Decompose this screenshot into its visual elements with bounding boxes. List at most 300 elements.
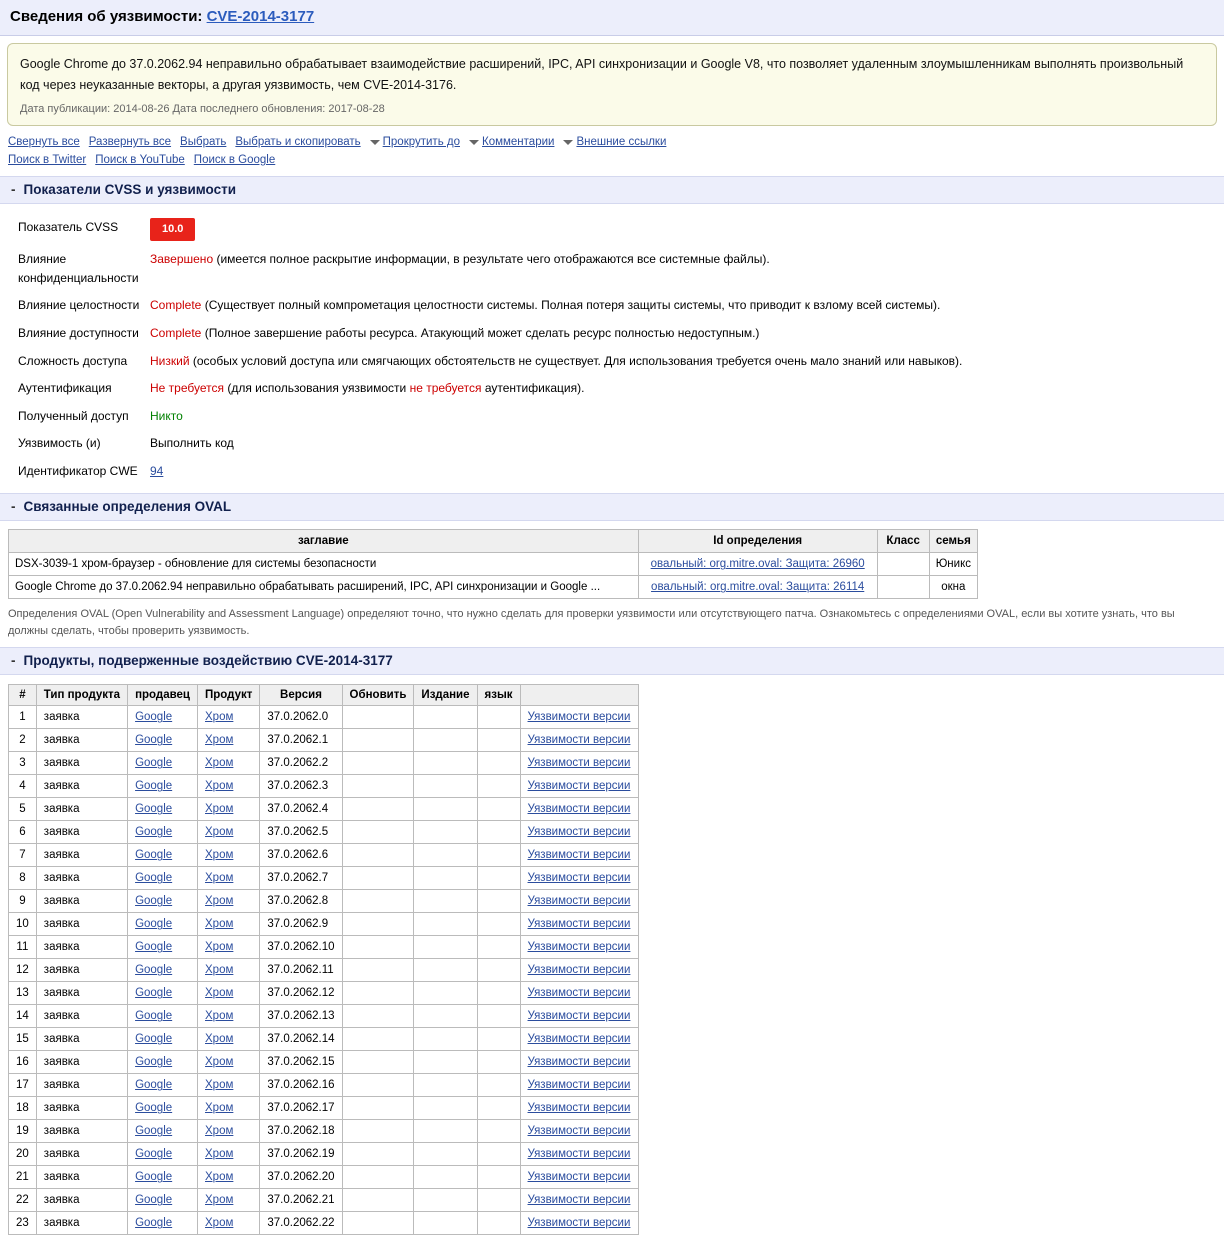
product-version-cell: 37.0.2062.4 — [260, 798, 342, 821]
toolbar-link-3[interactable]: Выбрать и скопировать — [235, 136, 361, 149]
product-index-cell: 10 — [9, 913, 37, 936]
product-type-cell: заявка — [36, 1166, 127, 1189]
product-vulnerabilities-cell — [520, 913, 638, 936]
version-vulnerabilities-link[interactable]: Уязвимости версии — [527, 826, 631, 839]
product-vendor-cell — [128, 775, 198, 798]
cvss-metric-highlight: Никто — [150, 408, 183, 423]
product-index-cell: 6 — [9, 821, 37, 844]
product-update-cell — [342, 844, 414, 867]
version-vulnerabilities-link[interactable]: Уязвимости версии — [527, 780, 631, 793]
product-vulnerabilities-cell — [520, 1212, 638, 1235]
product-index-cell: 19 — [9, 1120, 37, 1143]
product-language-cell — [477, 729, 520, 752]
vulnerability-description-panel — [7, 43, 1217, 126]
table-row — [9, 1051, 639, 1074]
product-version-cell: 37.0.2062.13 — [260, 1005, 342, 1028]
product-link[interactable]: Хром — [205, 941, 234, 954]
product-link[interactable]: Хром — [205, 757, 234, 770]
product-name-cell — [198, 867, 260, 890]
cvss-metric-label: Влияние доступности — [18, 325, 139, 340]
product-link[interactable]: Хром — [205, 872, 234, 885]
product-link[interactable]: Хром — [205, 1194, 234, 1207]
product-update-cell — [342, 798, 414, 821]
product-name-cell — [198, 1212, 260, 1235]
product-update-cell — [342, 1189, 414, 1212]
product-type-cell: заявка — [36, 1051, 127, 1074]
product-index-cell: 1 — [9, 706, 37, 729]
product-name-cell — [198, 1143, 260, 1166]
vendor-link[interactable]: Google — [135, 987, 173, 1000]
product-vulnerabilities-cell — [520, 1166, 638, 1189]
product-version-cell: 37.0.2062.10 — [260, 936, 342, 959]
product-type-cell: заявка — [36, 1097, 127, 1120]
product-language-cell — [477, 1097, 520, 1120]
product-name-cell — [198, 798, 260, 821]
product-type-cell: заявка — [36, 1074, 127, 1097]
product-edition-cell — [414, 1166, 477, 1189]
product-update-cell — [342, 821, 414, 844]
toolbar-search-links — [0, 154, 1224, 168]
product-vendor-cell — [128, 1028, 198, 1051]
cvss-metric-label: Сложность доступа — [18, 353, 128, 368]
cvss-metric-row — [0, 375, 1224, 403]
version-vulnerabilities-link[interactable]: Уязвимости версии — [527, 849, 631, 862]
product-type-cell: заявка — [36, 982, 127, 1005]
vendor-link[interactable]: Google — [135, 757, 173, 770]
product-vendor-cell — [128, 1166, 198, 1189]
table-row — [9, 798, 639, 821]
product-type-cell: заявка — [36, 821, 127, 844]
oval-column-header: Класс — [877, 530, 929, 553]
product-name-cell — [198, 1166, 260, 1189]
product-update-cell — [342, 775, 414, 798]
table-row — [9, 982, 639, 1005]
toolbar-link-6[interactable]: Внешние ссылки — [576, 136, 667, 149]
vendor-link[interactable]: Google — [135, 1148, 173, 1161]
oval-definitions-table — [8, 529, 978, 599]
version-vulnerabilities-link[interactable]: Уязвимости версии — [527, 1148, 631, 1161]
cvss-metric-label: Показатель CVSS — [18, 220, 119, 235]
version-vulnerabilities-link[interactable]: Уязвимости версии — [527, 757, 631, 770]
section-title-cvss: Показатели CVSS и уязвимости — [23, 182, 237, 198]
product-edition-cell — [414, 1051, 477, 1074]
product-version-cell: 37.0.2062.20 — [260, 1166, 342, 1189]
cvss-metric-label: Влияние конфиденциальности — [18, 252, 139, 285]
vendor-link[interactable]: Google — [135, 1033, 173, 1046]
product-link[interactable]: Хром — [205, 1033, 234, 1046]
product-version-cell: 37.0.2062.15 — [260, 1051, 342, 1074]
cvss-metric-value: Завершено (имеется полное раскрытие информации, в результате чего отображаются все системные файлы). — [150, 252, 770, 267]
product-type-cell: заявка — [36, 706, 127, 729]
section-title-products: Продукты, подверженные воздействию CVE-2014-3177 — [23, 653, 393, 669]
product-update-cell — [342, 1212, 414, 1235]
product-link[interactable]: Хром — [205, 1056, 234, 1069]
vendor-link[interactable]: Google — [135, 1056, 173, 1069]
product-link[interactable]: Хром — [205, 849, 234, 862]
product-version-cell: 37.0.2062.7 — [260, 867, 342, 890]
oval-class-cell — [877, 553, 929, 576]
vendor-link[interactable]: Google — [135, 849, 173, 862]
product-type-cell: заявка — [36, 1028, 127, 1051]
cvss-metric-value — [150, 403, 1224, 431]
product-version-cell: 37.0.2062.19 — [260, 1143, 342, 1166]
cvss-metric-value — [150, 458, 1224, 486]
cvss-metric-label: Уязвимость (и) — [18, 436, 101, 451]
product-edition-cell — [414, 890, 477, 913]
section-header-oval[interactable] — [0, 493, 1224, 521]
product-language-cell — [477, 936, 520, 959]
table-row — [9, 1212, 639, 1235]
product-version-cell: 37.0.2062.18 — [260, 1120, 342, 1143]
product-language-cell — [477, 798, 520, 821]
version-vulnerabilities-link[interactable]: Уязвимости версии — [527, 1102, 631, 1115]
product-version-cell: 37.0.2062.16 — [260, 1074, 342, 1097]
cvss-metric-row — [0, 214, 1224, 246]
table-row — [9, 1097, 639, 1120]
product-vendor-cell — [128, 1143, 198, 1166]
product-vulnerabilities-cell — [520, 844, 638, 867]
search-link-1[interactable]: Поиск в YouTube — [95, 154, 185, 167]
product-edition-cell — [414, 1189, 477, 1212]
product-index-cell: 18 — [9, 1097, 37, 1120]
cvss-metric-label: Полученный доступ — [18, 408, 129, 423]
oval-definition-cell — [638, 553, 877, 576]
product-type-cell: заявка — [36, 752, 127, 775]
version-vulnerabilities-link[interactable]: Уязвимости версии — [527, 1194, 631, 1207]
vendor-link[interactable]: Google — [135, 803, 173, 816]
product-vulnerabilities-cell — [520, 1143, 638, 1166]
cvss-metric-value — [150, 214, 1224, 246]
product-link[interactable]: Хром — [205, 1102, 234, 1115]
product-language-cell — [477, 775, 520, 798]
product-vendor-cell — [128, 1212, 198, 1235]
product-update-cell — [342, 1166, 414, 1189]
vendor-link[interactable]: Google — [135, 711, 173, 724]
version-vulnerabilities-link[interactable]: Уязвимости версии — [527, 987, 631, 1000]
page-title — [0, 0, 1224, 36]
version-vulnerabilities-link[interactable]: Уязвимости версии — [527, 1010, 631, 1023]
version-vulnerabilities-link[interactable]: Уязвимости версии — [527, 1056, 631, 1069]
product-link[interactable]: Хром — [205, 987, 234, 1000]
cvss-metric-highlight-2: не требуется — [409, 381, 482, 396]
table-row — [9, 752, 639, 775]
product-language-cell — [477, 890, 520, 913]
product-language-cell — [477, 821, 520, 844]
product-edition-cell — [414, 1028, 477, 1051]
product-edition-cell — [414, 706, 477, 729]
product-index-cell: 3 — [9, 752, 37, 775]
vendor-link[interactable]: Google — [135, 895, 173, 908]
version-vulnerabilities-link[interactable]: Уязвимости версии — [527, 734, 631, 747]
product-vulnerabilities-cell — [520, 1028, 638, 1051]
product-vendor-cell — [128, 844, 198, 867]
oval-definition-link[interactable]: овальный: org.mitre.oval: Защита: 26960 — [650, 558, 865, 571]
product-name-cell — [198, 1097, 260, 1120]
oval-family-cell: окна — [929, 576, 977, 599]
search-link-2[interactable]: Поиск в Google — [193, 154, 276, 167]
vendor-link[interactable]: Google — [135, 1217, 173, 1230]
vendor-link[interactable]: Google — [135, 734, 173, 747]
table-row — [9, 1074, 639, 1097]
product-language-cell — [477, 706, 520, 729]
version-vulnerabilities-link[interactable]: Уязвимости версии — [527, 872, 631, 885]
product-edition-cell — [414, 729, 477, 752]
product-type-cell: заявка — [36, 798, 127, 821]
toolbar-link-4[interactable]: Прокрутить до — [382, 136, 460, 149]
oval-column-header: семья — [929, 530, 977, 553]
product-column-header: Продукт — [198, 685, 260, 706]
product-vendor-cell — [128, 729, 198, 752]
product-vendor-cell — [128, 821, 198, 844]
product-column-header: Издание — [414, 685, 477, 706]
version-vulnerabilities-link[interactable]: Уязвимости версии — [527, 803, 631, 816]
product-edition-cell — [414, 936, 477, 959]
section-header-products[interactable] — [0, 647, 1224, 675]
product-language-cell — [477, 913, 520, 936]
product-link[interactable]: Хром — [205, 1010, 234, 1023]
product-vulnerabilities-cell — [520, 775, 638, 798]
product-name-cell — [198, 1074, 260, 1097]
product-link[interactable]: Хром — [205, 803, 234, 816]
product-name-cell — [198, 844, 260, 867]
collapse-toggle-icon[interactable]: - — [11, 499, 16, 515]
product-type-cell: заявка — [36, 775, 127, 798]
vendor-link[interactable]: Google — [135, 918, 173, 931]
product-index-cell: 16 — [9, 1051, 37, 1074]
product-index-cell: 20 — [9, 1143, 37, 1166]
product-name-cell — [198, 729, 260, 752]
table-row — [9, 1189, 639, 1212]
product-vulnerabilities-cell — [520, 729, 638, 752]
product-edition-cell — [414, 913, 477, 936]
product-name-cell — [198, 890, 260, 913]
product-update-cell — [342, 1074, 414, 1097]
product-vulnerabilities-cell — [520, 959, 638, 982]
table-row — [9, 936, 639, 959]
product-type-cell: заявка — [36, 959, 127, 982]
version-vulnerabilities-link[interactable]: Уязвимости версии — [527, 1125, 631, 1138]
vendor-link[interactable]: Google — [135, 964, 173, 977]
product-vulnerabilities-cell — [520, 821, 638, 844]
product-vulnerabilities-cell — [520, 706, 638, 729]
product-column-header — [520, 685, 638, 706]
affected-products-table — [8, 684, 639, 1235]
product-edition-cell — [414, 844, 477, 867]
table-row — [9, 867, 639, 890]
vendor-link[interactable]: Google — [135, 1079, 173, 1092]
product-update-cell — [342, 867, 414, 890]
product-type-cell: заявка — [36, 844, 127, 867]
product-language-cell — [477, 1166, 520, 1189]
product-link[interactable]: Хром — [205, 1171, 234, 1184]
product-index-cell: 4 — [9, 775, 37, 798]
product-edition-cell — [414, 867, 477, 890]
product-vulnerabilities-cell — [520, 798, 638, 821]
product-column-header: продавец — [128, 685, 198, 706]
vendor-link[interactable]: Google — [135, 941, 173, 954]
product-language-cell — [477, 1028, 520, 1051]
vendor-link[interactable]: Google — [135, 1194, 173, 1207]
product-version-cell: 37.0.2062.3 — [260, 775, 342, 798]
product-name-cell — [198, 982, 260, 1005]
version-vulnerabilities-link[interactable]: Уязвимости версии — [527, 964, 631, 977]
product-edition-cell — [414, 1212, 477, 1235]
product-vendor-cell — [128, 867, 198, 890]
table-row — [9, 959, 639, 982]
product-link[interactable]: Хром — [205, 918, 234, 931]
cvss-metric-value: Низкий (особых условий доступа или смягчающих обстоятельств не существует. Для использования требуется очень мало знаний или навыков). — [150, 353, 963, 368]
product-name-cell — [198, 913, 260, 936]
version-vulnerabilities-link[interactable]: Уязвимости версии — [527, 895, 631, 908]
product-language-cell — [477, 1189, 520, 1212]
product-vendor-cell — [128, 1005, 198, 1028]
cvss-metric-label: Аутентификация — [18, 381, 112, 396]
product-index-cell: 11 — [9, 936, 37, 959]
cvss-metric-row — [0, 458, 1224, 486]
product-vulnerabilities-cell — [520, 982, 638, 1005]
table-row — [9, 1120, 639, 1143]
product-link[interactable]: Хром — [205, 780, 234, 793]
vendor-link[interactable]: Google — [135, 780, 173, 793]
product-version-cell: 37.0.2062.14 — [260, 1028, 342, 1051]
product-edition-cell — [414, 1074, 477, 1097]
cvss-metric-label: Влияние целостности — [18, 298, 140, 313]
product-type-cell: заявка — [36, 867, 127, 890]
product-update-cell — [342, 936, 414, 959]
caret-down-icon — [370, 140, 380, 145]
cvss-metric-row — [0, 348, 1224, 376]
collapse-toggle-icon[interactable]: - — [11, 653, 16, 669]
collapse-toggle-icon[interactable]: - — [11, 182, 16, 198]
vendor-link[interactable]: Google — [135, 826, 173, 839]
product-vendor-cell — [128, 913, 198, 936]
search-link-0[interactable]: Поиск в Twitter — [8, 154, 87, 167]
product-index-cell: 14 — [9, 1005, 37, 1028]
toolbar-link-2[interactable]: Выбрать — [180, 136, 227, 149]
version-vulnerabilities-link[interactable]: Уязвимости версии — [527, 1033, 631, 1046]
product-type-cell: заявка — [36, 1005, 127, 1028]
product-link[interactable]: Хром — [205, 964, 234, 977]
toolbar-link-5[interactable]: Комментарии — [482, 136, 555, 149]
product-index-cell: 2 — [9, 729, 37, 752]
product-vulnerabilities-cell — [520, 1189, 638, 1212]
product-vendor-cell — [128, 982, 198, 1005]
version-vulnerabilities-link[interactable]: Уязвимости версии — [527, 941, 631, 954]
vendor-link[interactable]: Google — [135, 1171, 173, 1184]
product-update-cell — [342, 1120, 414, 1143]
product-update-cell — [342, 1143, 414, 1166]
cvss-metric-highlight: Complete — [150, 298, 202, 313]
oval-definition-link[interactable]: овальный: org.mitre.oval: Защита: 26114 — [651, 581, 865, 594]
product-link[interactable]: Хром — [205, 711, 234, 724]
cve-id-link[interactable]: CVE-2014-3177 — [206, 8, 315, 25]
toolbar-link-0[interactable]: Свернуть все — [8, 136, 80, 149]
page-title-prefix: Сведения об уязвимости: — [10, 8, 203, 25]
product-link[interactable]: Хром — [205, 734, 234, 747]
product-link[interactable]: Хром — [205, 1217, 234, 1230]
product-name-cell — [198, 936, 260, 959]
product-name-cell — [198, 706, 260, 729]
version-vulnerabilities-link[interactable]: Уязвимости версии — [527, 711, 631, 724]
product-update-cell — [342, 752, 414, 775]
product-version-cell: 37.0.2062.11 — [260, 959, 342, 982]
product-vendor-cell — [128, 959, 198, 982]
cvss-metric-row — [0, 403, 1224, 431]
product-link[interactable]: Хром — [205, 1148, 234, 1161]
product-edition-cell — [414, 1120, 477, 1143]
oval-title-cell: DSX-3039-1 хром-браузер - обновление для системы безопасности — [9, 553, 639, 576]
product-update-cell — [342, 890, 414, 913]
product-language-cell — [477, 1143, 520, 1166]
version-vulnerabilities-link[interactable]: Уязвимости версии — [527, 1217, 631, 1230]
product-index-cell: 17 — [9, 1074, 37, 1097]
product-version-cell: 37.0.2062.5 — [260, 821, 342, 844]
caret-down-icon — [563, 140, 573, 145]
product-link[interactable]: Хром — [205, 1079, 234, 1092]
table-row — [9, 706, 639, 729]
version-vulnerabilities-link[interactable]: Уязвимости версии — [527, 1079, 631, 1092]
product-link[interactable]: Хром — [205, 895, 234, 908]
version-vulnerabilities-link[interactable]: Уязвимости версии — [527, 918, 631, 931]
product-language-cell — [477, 1212, 520, 1235]
product-update-cell — [342, 982, 414, 1005]
product-type-cell: заявка — [36, 890, 127, 913]
product-column-header: # — [9, 685, 37, 706]
vendor-link[interactable]: Google — [135, 872, 173, 885]
product-link[interactable]: Хром — [205, 1125, 234, 1138]
caret-down-icon — [469, 140, 479, 145]
product-edition-cell — [414, 1097, 477, 1120]
product-link[interactable]: Хром — [205, 826, 234, 839]
product-column-header: Обновить — [342, 685, 414, 706]
toolbar-link-1[interactable]: Развернуть все — [88, 136, 172, 149]
product-language-cell — [477, 959, 520, 982]
product-edition-cell — [414, 1143, 477, 1166]
product-name-cell — [198, 1189, 260, 1212]
product-version-cell: 37.0.2062.1 — [260, 729, 342, 752]
version-vulnerabilities-link[interactable]: Уязвимости версии — [527, 1171, 631, 1184]
product-name-cell — [198, 1120, 260, 1143]
product-vulnerabilities-cell — [520, 890, 638, 913]
vendor-link[interactable]: Google — [135, 1010, 173, 1023]
oval-column-header: заглавие — [9, 530, 639, 553]
product-edition-cell — [414, 775, 477, 798]
cvss-metrics-table — [0, 214, 1224, 485]
vendor-link[interactable]: Google — [135, 1125, 173, 1138]
product-language-cell — [477, 1051, 520, 1074]
table-row — [9, 1005, 639, 1028]
product-update-cell — [342, 1051, 414, 1074]
product-name-cell — [198, 752, 260, 775]
section-header-cvss[interactable] — [0, 176, 1224, 204]
product-name-cell — [198, 1028, 260, 1051]
product-version-cell: 37.0.2062.0 — [260, 706, 342, 729]
product-language-cell — [477, 867, 520, 890]
table-row — [9, 1166, 639, 1189]
product-index-cell: 5 — [9, 798, 37, 821]
cvss-metric-label: Идентификатор CWE — [18, 463, 138, 478]
cvss-metric-value: Complete (Существует полный компрометация целостности системы. Полная потеря защиты системы, что приводит к взлому всей системы). — [150, 298, 941, 313]
cvss-score-badge: 10.0 — [150, 218, 195, 241]
cwe-id-link[interactable]: 94 — [150, 463, 164, 478]
product-type-cell: заявка — [36, 913, 127, 936]
product-version-cell: 37.0.2062.9 — [260, 913, 342, 936]
vendor-link[interactable]: Google — [135, 1102, 173, 1115]
product-vendor-cell — [128, 1074, 198, 1097]
product-vulnerabilities-cell — [520, 1074, 638, 1097]
table-row — [9, 821, 639, 844]
cvss-metric-row — [0, 430, 1224, 458]
